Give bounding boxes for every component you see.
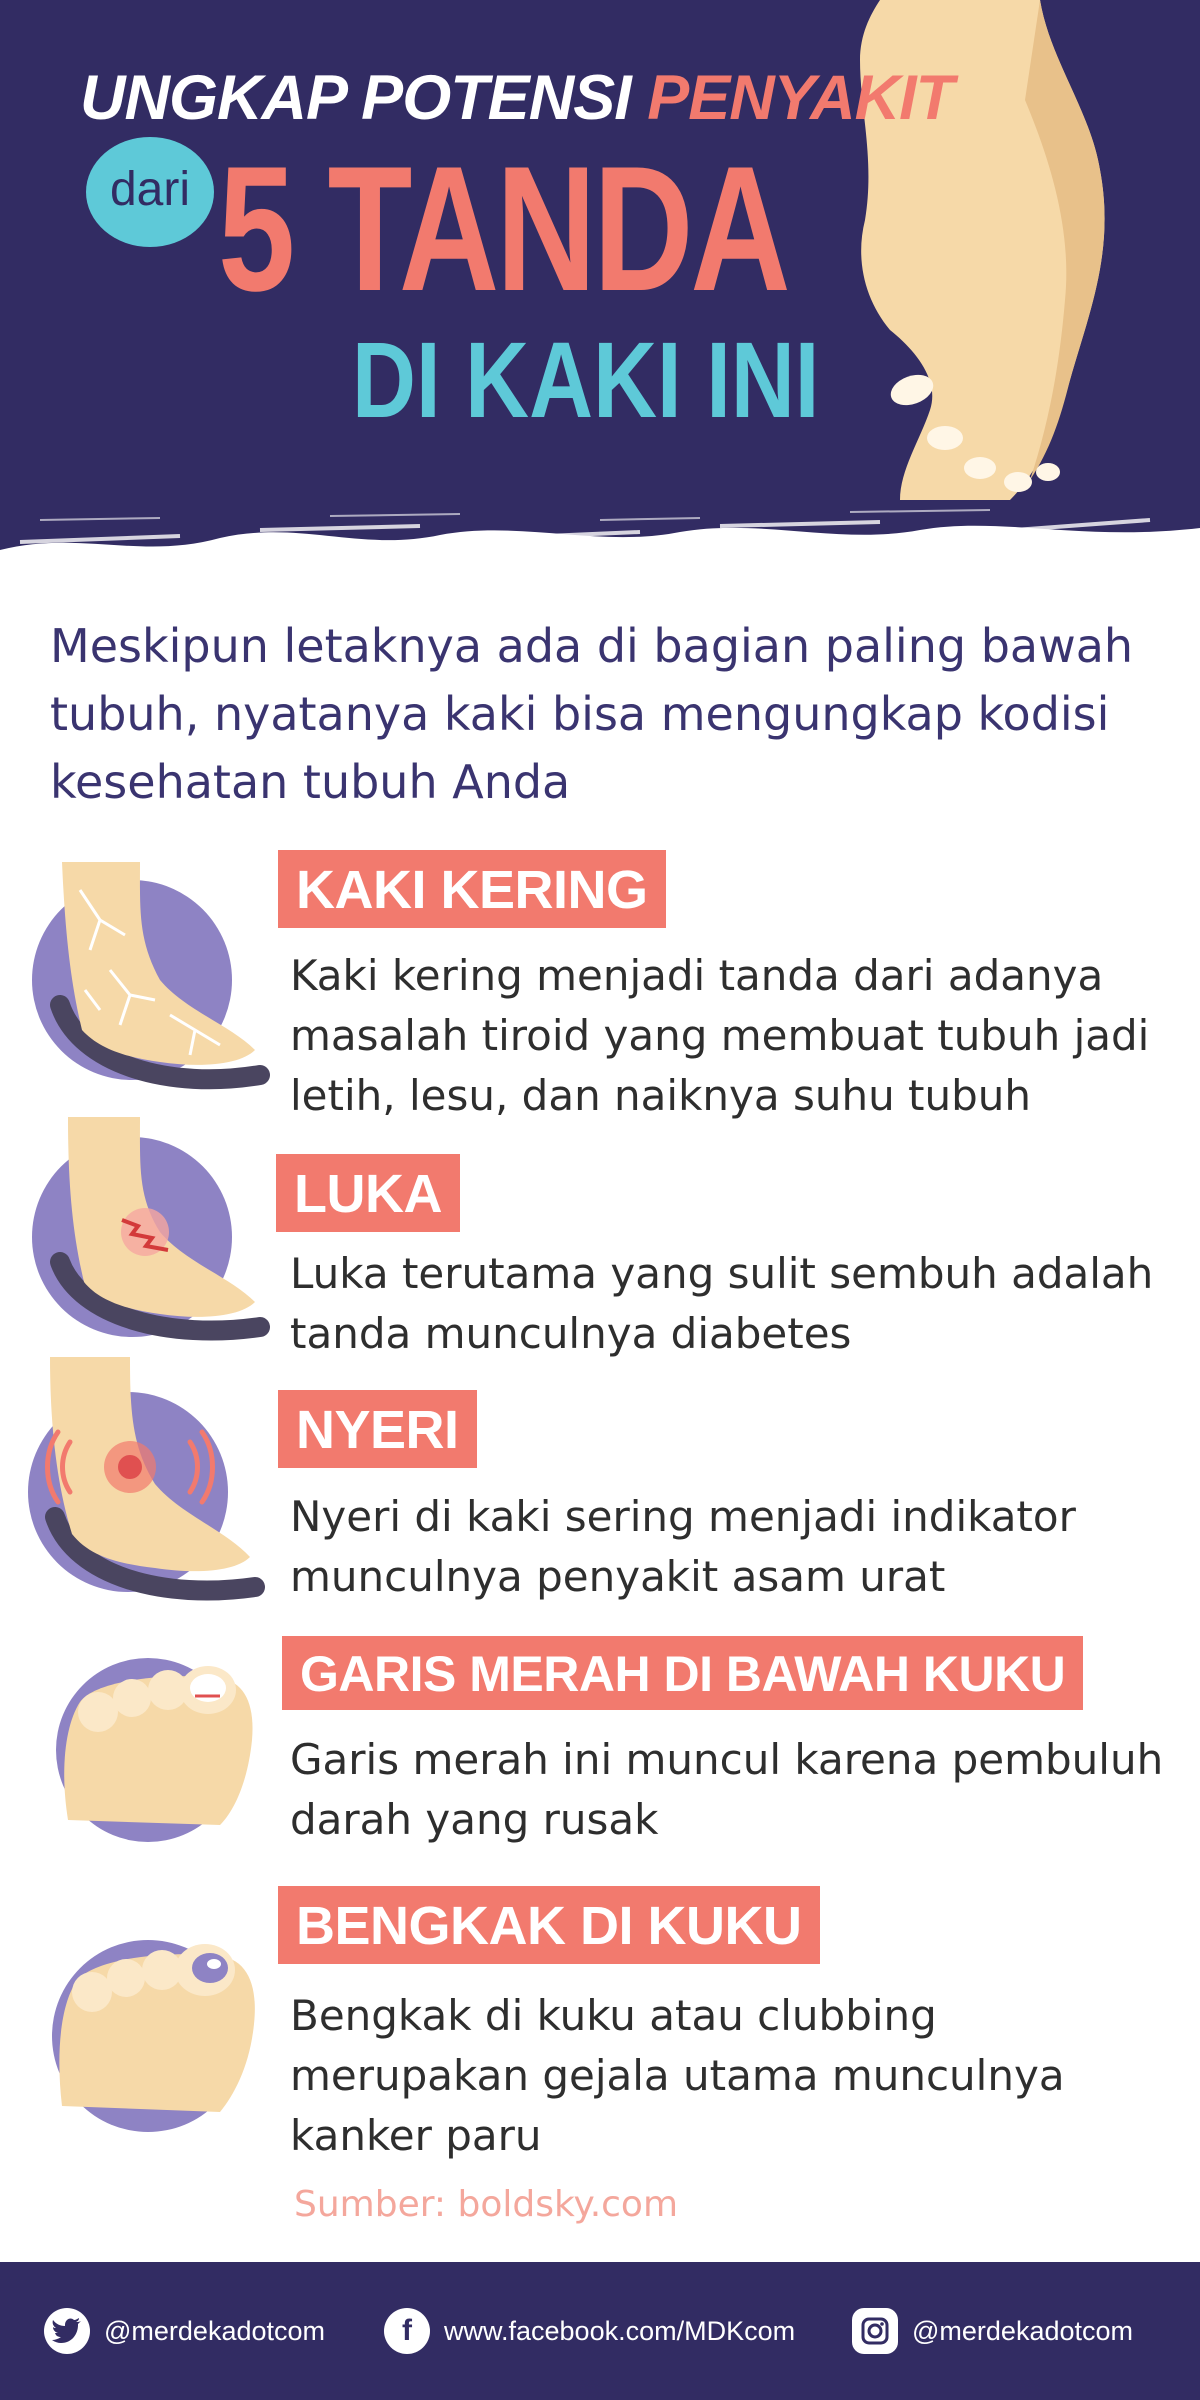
sign-title: BENGKAK DI KUKU (278, 1886, 820, 1964)
footer-bar (0, 2262, 1200, 2400)
swollen-toenail-icon (20, 1886, 280, 2146)
sign-description: Bengkak di kuku atau clubbing merupakan gejala utama munculnya kanker paru (290, 1991, 1065, 2160)
facebook-link[interactable] (384, 2306, 795, 2356)
twitter-icon (44, 2308, 90, 2354)
sign-description: Kaki kering menjadi tanda dari adanya masalah tiroid yang membuat tubuh jadi letih, lesu, dan naiknya suhu tubuh (290, 951, 1150, 1120)
toenail-red-line-icon (20, 1630, 280, 1860)
sign-description: Luka terutama yang sulit sembuh adalah tanda munculnya diabetes (290, 1249, 1154, 1358)
intro-text: Meskipun letaknya ada di bagian paling bawah tubuh, nyatanya kaki bisa mengungkap kodisi kesehatan tubuh Anda (50, 619, 1134, 809)
sign-title: GARIS MERAH DI BAWAH KUKU (282, 1636, 1083, 1710)
wounded-foot-icon (20, 1112, 280, 1352)
instagram-handle: @merdekadotcom (912, 2315, 1133, 2346)
sign-title: KAKI KERING (278, 850, 666, 928)
title-line-2: 5 TANDA (218, 129, 788, 328)
title-line-1 (80, 62, 953, 134)
title-dari-badge: dari (86, 137, 214, 247)
twitter-handle: @merdekadotcom (104, 2315, 325, 2346)
title-highlight-text: PENYAKIT (647, 63, 954, 133)
instagram-link[interactable] (852, 2306, 1133, 2356)
sign-description: Garis merah ini muncul karena pembuluh darah yang rusak (290, 1735, 1164, 1844)
twitter-link[interactable] (44, 2306, 325, 2356)
dry-cracked-foot-icon (20, 850, 280, 1110)
facebook-url: www.facebook.com/MDKcom (444, 2315, 796, 2346)
header-banner (0, 0, 1200, 590)
painful-foot-icon (20, 1352, 280, 1612)
sign-title: NYERI (278, 1390, 477, 1468)
title-line-3: DI KAKI INI (352, 319, 820, 440)
instagram-icon (852, 2308, 898, 2354)
facebook-icon: f (384, 2308, 430, 2354)
title-white-text: UNGKAP POTENSI (80, 63, 648, 133)
source-credit: Sumber: boldsky.com (294, 2184, 679, 2225)
sign-description: Nyeri di kaki sering menjadi indikator munculnya penyakit asam urat (290, 1492, 1076, 1601)
sign-title: LUKA (276, 1154, 460, 1232)
brush-stroke-divider (0, 490, 1200, 590)
